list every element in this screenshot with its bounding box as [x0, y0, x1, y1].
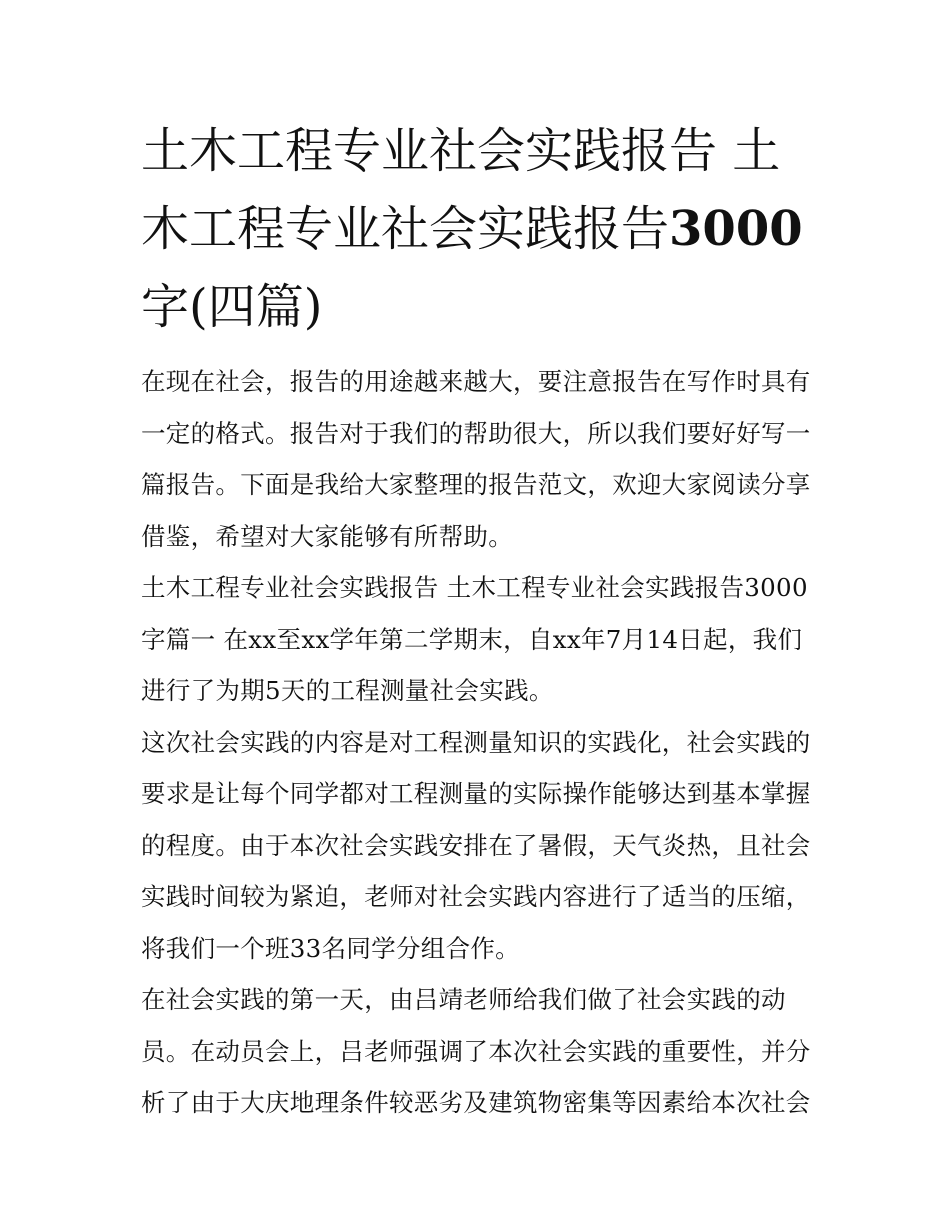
document-content — [141, 112, 813, 1129]
document-body — [141, 356, 813, 1129]
paragraph-intro: 在现在社会，报告的用途越来越大，要注意报告在写作时具有一定的格式。报告对于我们的帮助很大，所以我们要好好写一篇报告。下面是我给大家整理的报告范文，欢迎大家阅读分享借鉴，希望对大家能够有所帮助。 — [141, 367, 811, 551]
paragraph-first-day: 在社会实践的第一天，由吕靖老师给我们做了社会实践的动员。在动员会上，吕老师强调了本次社会实践的重要性，并分析了由于大庆地理条件较恶劣及建筑物密集等因素给本次社会 — [141, 985, 811, 1117]
paragraph-practice-content: 这次社会实践的内容是对工程测量知识的实践化，社会实践的要求是让每个同学都对工程测量的实际操作能够达到基本掌握的程度。由于本次社会实践安排在了暑假，天气炎热，且社会实践时间较为紧迫，老师对社会实践内容进行了适当的压缩，将我们一个班33名同学分组合作。 — [141, 727, 811, 963]
paragraph-report-one-start: 土木工程专业社会实践报告 土木工程专业社会实践报告3000字篇一 在xx至xx学年第二学期末，自xx年7月14日起，我们进行了为期5天的工程测量社会实践。 — [141, 573, 808, 705]
document-title: 土木工程专业社会实践报告 土木工程专业社会实践报告3000字(四篇) — [141, 123, 803, 335]
